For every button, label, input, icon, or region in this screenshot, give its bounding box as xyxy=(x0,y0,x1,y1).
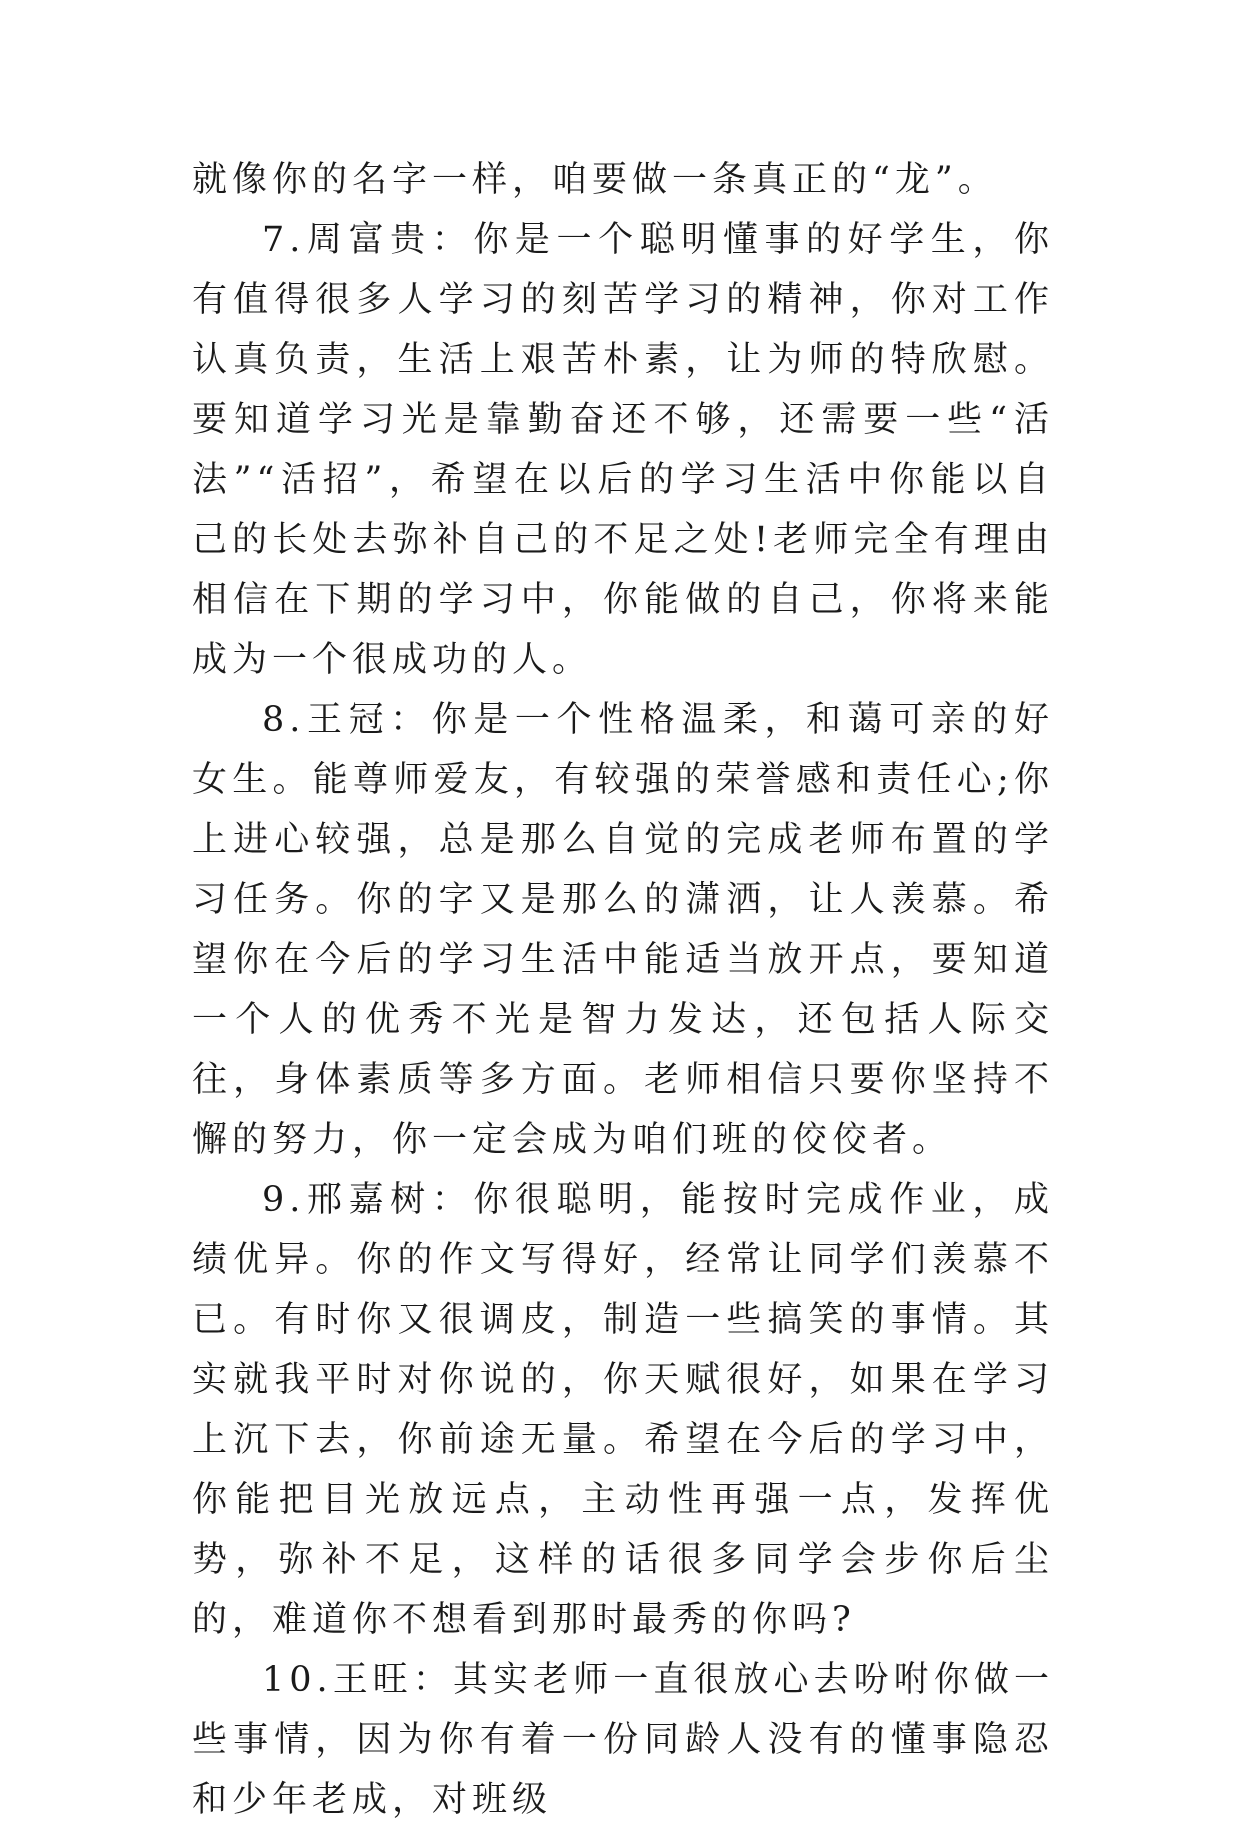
document-body xyxy=(192,150,1054,1830)
paragraph-comment-8: 8.王冠：你是一个性格温柔，和蔼可亲的好女生。能尊师爱友，有较强的荣誉感和责任心;你上进心较强，总是那么自觉的完成老师布置的学习任务。你的字又是那么的潇洒，让人羡慕。希望你在今后的学习生活中能适当放开点，要知道一个人的优秀不光是智力发达，还包括人际交往，身体素质等多方面。老师相信只要你坚持不懈的努力，你一定会成为咱们班的佼佼者。 xyxy=(192,700,1054,1160)
paragraph-comment-10: 10.王旺：其实老师一直很放心去吩咐你做一些事情，因为你有着一份同龄人没有的懂事隐忍和少年老成，对班级 xyxy=(192,1660,1054,1820)
paragraph-comment-7: 7.周富贵：你是一个聪明懂事的好学生，你有值得很多人学习的刻苦学习的精神，你对工作认真负责，生活上艰苦朴素，让为师的特欣慰。要知道学习光是靠勤奋还不够，还需要一些“活法”“活招”，希望在以后的学习生活中你能以自己的长处去弥补自己的不足之处!老师完全有理由相信在下期的学习中，你能做的自己，你将来能成为一个很成功的人。 xyxy=(192,220,1054,680)
paragraph-comment-9: 9.邢嘉树：你很聪明，能按时完成作业，成绩优异。你的作文写得好，经常让同学们羡慕不已。有时你又很调皮，制造一些搞笑的事情。其实就我平时对你说的，你天赋很好，如果在学习上沉下去，你前途无量。希望在今后的学习中，你能把目光放远点，主动性再强一点，发挥优势，弥补不足，这样的话很多同学会步你后尘的，难道你不想看到那时最秀的你吗? xyxy=(192,1180,1054,1640)
paragraph-continuation: 就像你的名字一样，咱要做一条真正的“龙”。 xyxy=(192,160,998,200)
